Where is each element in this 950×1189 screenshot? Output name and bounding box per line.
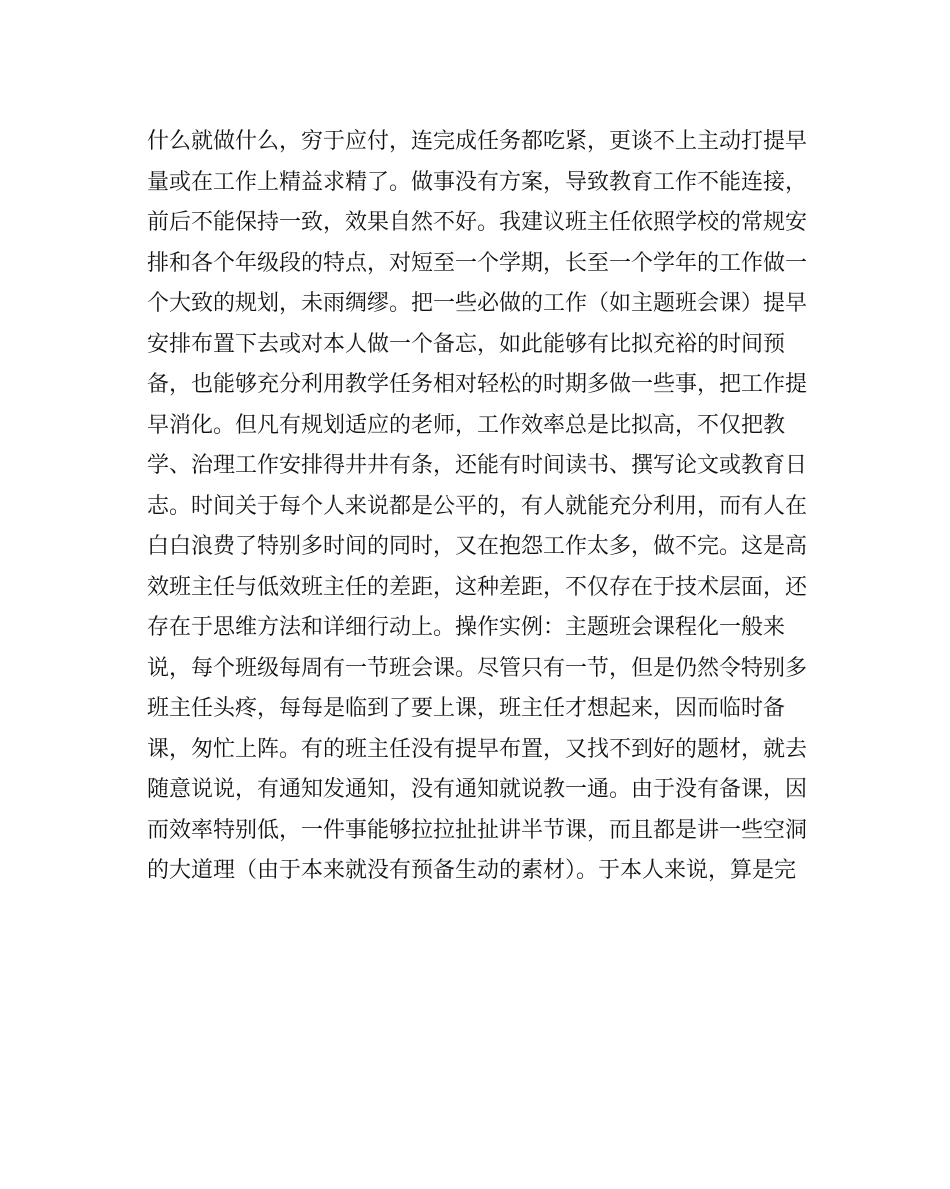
paragraph-line: 班主任头疼，每每是临到了要上课，班主任才想起来，因而临时备 <box>147 696 786 721</box>
paragraph-line: 志。时间关于每个人来说都是公平的，有人就能充分利用，而有人在 <box>147 493 808 519</box>
paragraph-line: 说，每个班级每周有一节班会课。尽管只有一节，但是仍然令特别多 <box>147 655 808 681</box>
paragraph-line: 随意说说，有通知发通知，没有通知就说教一通。由于没有备课，因 <box>147 777 808 802</box>
paragraph-line: 早消化。但凡有规划适应的老师，工作效率总是比拟高，不仅把教 <box>147 412 786 438</box>
paragraph-line: 效班主任与低效班主任的差距，这种差距，不仅存在于技术层面，还 <box>147 574 808 600</box>
paragraph-line: 个大致的规划，未雨绸缪。把一些必做的工作（如主题班会课）提早 <box>147 291 808 316</box>
paragraph-line: 而效率特别低，一件事能够拉拉扯扯讲半节课，而且都是讲一些空洞 <box>147 817 808 843</box>
paragraph-line: 什么就做什么，穷于应付，连完成任务都吃紧，更谈不上主动打提早 <box>147 129 808 154</box>
paragraph-line: 前后不能保持一致，效果自然不好。我建议班主任依照学校的常规安 <box>147 210 808 235</box>
paragraph-line: 量或在工作上精益求精了。做事没有方案，导致教育工作不能连接， <box>147 169 808 195</box>
paragraph-line: 安排布置下去或对本人做一个备忘，如此能够有比拟充裕的时间预 <box>147 331 786 357</box>
paragraph-line: 存在于思维方法和详细行动上。操作实例：主题班会课程化一般来 <box>147 615 786 640</box>
paragraph-line: 白白浪费了特别多时间的同时，又在抱怨工作太多，做不完。这是高 <box>147 534 808 559</box>
paragraph-line: 学、治理工作安排得井井有条，还能有时间读书、撰写论文或教育日 <box>147 453 808 478</box>
paragraph-line: 课，匆忙上阵。有的班主任没有提早布置，又找不到好的题材，就去 <box>147 736 808 762</box>
paragraph-line: 备，也能够充分利用教学任务相对轻松的时期多做一些事，把工作提 <box>147 372 808 397</box>
paragraph-line: 的大道理（由于本来就没有预备生动的素材）。于本人来说，算是完 <box>147 858 797 883</box>
paragraph-line: 排和各个年级段的特点，对短至一个学期，长至一个学年的工作做一 <box>147 250 808 276</box>
body-paragraph <box>147 122 807 892</box>
